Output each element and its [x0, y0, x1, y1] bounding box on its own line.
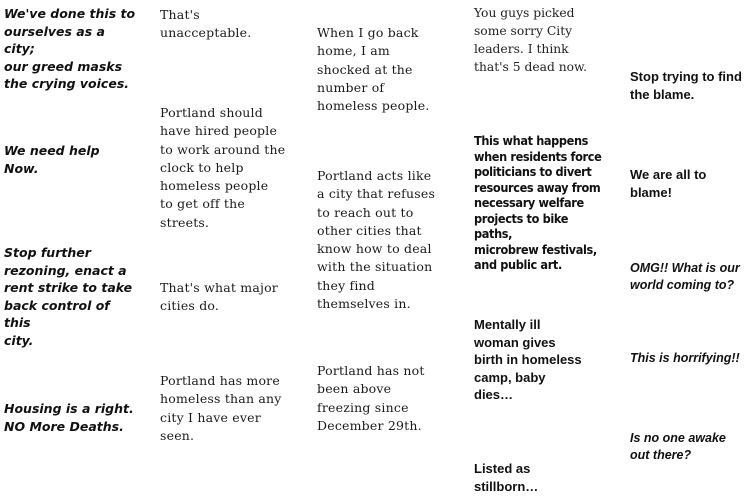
comment-sorry-city-leaders: You guys picked some sorry City leaders. I think that's 5 dead now.: [474, 6, 588, 74]
comment-horrifying: This is horrifying!!: [630, 351, 740, 365]
comment-major-cities: That's what major cities do.: [160, 280, 278, 314]
comment-we-need-help: We need help Now.: [4, 143, 100, 176]
comment-omg-world: OMG!! What is our world coming to?: [630, 261, 740, 292]
comment-portland-should-have-hired: Portland should have hired people to work around the clock to help homeless people to get off the streets.: [160, 105, 286, 230]
comment-portland-refuses: Portland acts like a city that refuses to reach out to other cities that know how to deal with the situation they find themselves in.: [317, 168, 436, 312]
comment-all-to-blame: We are all to blame!: [630, 167, 707, 200]
comment-listed-stillborn: Listed as stillborn…: [474, 461, 539, 494]
comment-housing-is-a-right: Housing is a right. NO More Deaths.: [4, 401, 134, 434]
comment-above-freezing: Portland has not been above freezing since December 29th.: [317, 363, 425, 433]
comment-shocked-homeless: When I go back home, I am shocked at the number of homeless people.: [317, 25, 430, 114]
comment-divert-resources: This what happens when residents force politicians to divert resources away from necessary welfare projects to bike paths, microbrew festivals, and public art.: [474, 134, 602, 272]
comment-unacceptable: That's unacceptable.: [160, 7, 252, 41]
comment-no-one-awake: Is no one awake out there?: [630, 431, 726, 462]
comment-mentally-ill-woman: Mentally ill woman gives birth in homeless camp, baby dies…: [474, 317, 582, 402]
comment-stop-blame: Stop trying to find the blame.: [630, 69, 742, 102]
comment-greed-masks-voices: We've done this to ourselves as a city; our greed masks the crying voices.: [4, 6, 136, 91]
comment-portland-more-homeless: Portland has more homeless than any city I have ever seen.: [160, 373, 282, 443]
comment-rent-strike: Stop further rezoning, enact a rent strike to take back control of this city.: [4, 245, 133, 348]
